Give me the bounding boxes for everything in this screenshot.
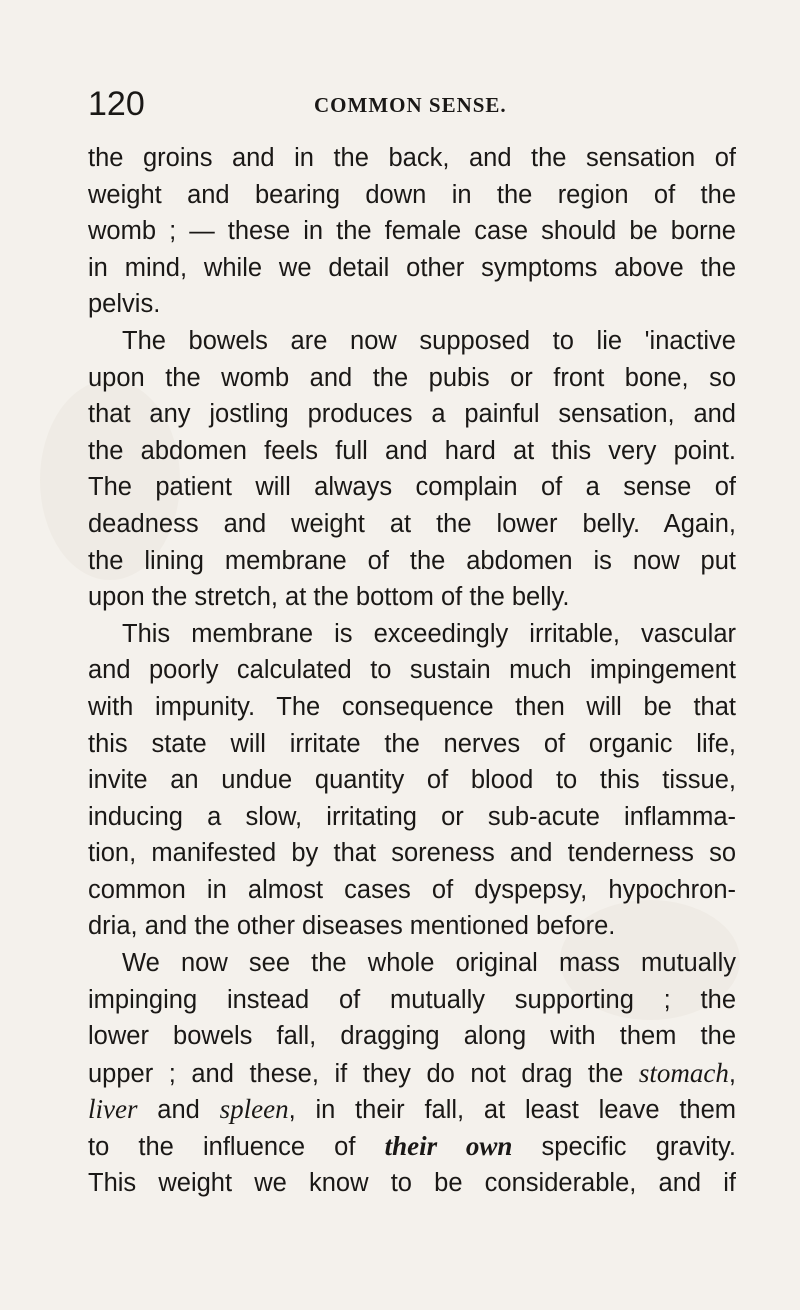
- text-line: deadness and weight at the lower belly. Again,: [88, 509, 736, 538]
- text-line: that any jostling produces a painful sensation, and: [88, 400, 736, 429]
- text-line: This membrane is exceedingly irritable, vascular: [122, 619, 736, 648]
- text-line: pelvis.: [88, 290, 161, 319]
- text-line: The patient will always complain of a sense of: [88, 473, 736, 502]
- text-line: common in almost cases of dyspepsy, hypochron-: [88, 875, 736, 904]
- italic-term: liver: [88, 1094, 138, 1125]
- text-line: the abdomen feels full and hard at this very point.: [88, 436, 736, 465]
- text-line: tion, manifested by that soreness and tenderness so: [88, 839, 736, 868]
- text-line: liver and spleen, in their fall, at least leave them: [88, 1094, 737, 1125]
- text-line: upon the stretch, at the bottom of the belly.: [88, 583, 570, 612]
- text-line: The bowels are now supposed to lie 'inactive: [122, 326, 736, 355]
- body-text: [88, 140, 736, 1201]
- text-line: This weight we know to be considerable, and if: [88, 1168, 736, 1197]
- text-line: the lining membrane of the abdomen is now put: [88, 546, 736, 575]
- text-line: upper ; and these, if they do not drag the stomach,: [88, 1057, 736, 1088]
- text-line: and poorly calculated to sustain much impingement: [88, 656, 736, 685]
- text-line: upon the womb and the pubis or front bone, so: [88, 363, 736, 392]
- text-line: dria, and the other diseases mentioned before.: [88, 912, 616, 941]
- text-line: womb ; — these in the female case should be borne: [88, 217, 736, 246]
- text-line: We now see the whole original mass mutually: [122, 949, 736, 978]
- italic-term: stomach: [638, 1057, 729, 1088]
- text-line: this state will irritate the nerves of organic life,: [88, 729, 736, 758]
- page-number: 120: [88, 85, 145, 123]
- text-line: weight and bearing down in the region of the: [88, 180, 736, 209]
- running-title: COMMON SENSE.: [314, 93, 507, 117]
- text-line: inducing a slow, irritating or sub-acute inflamma-: [88, 802, 736, 831]
- text-line: with impunity. The consequence then will be that: [88, 692, 736, 721]
- text-line: lower bowels fall, dragging along with them the: [88, 1022, 736, 1051]
- italic-term: spleen: [219, 1094, 289, 1125]
- text-line: impinging instead of mutually supporting ; the: [88, 985, 736, 1014]
- text-line: in mind, while we detail other symptoms above the: [88, 253, 736, 282]
- text-line: the groins and in the back, and the sensation of: [88, 144, 736, 172]
- italic-term: their own: [384, 1131, 513, 1162]
- running-head: [88, 84, 768, 128]
- text-line: to the influence of their own specific gravity.: [88, 1131, 736, 1162]
- text-line: invite an undue quantity of blood to this tissue,: [88, 766, 736, 795]
